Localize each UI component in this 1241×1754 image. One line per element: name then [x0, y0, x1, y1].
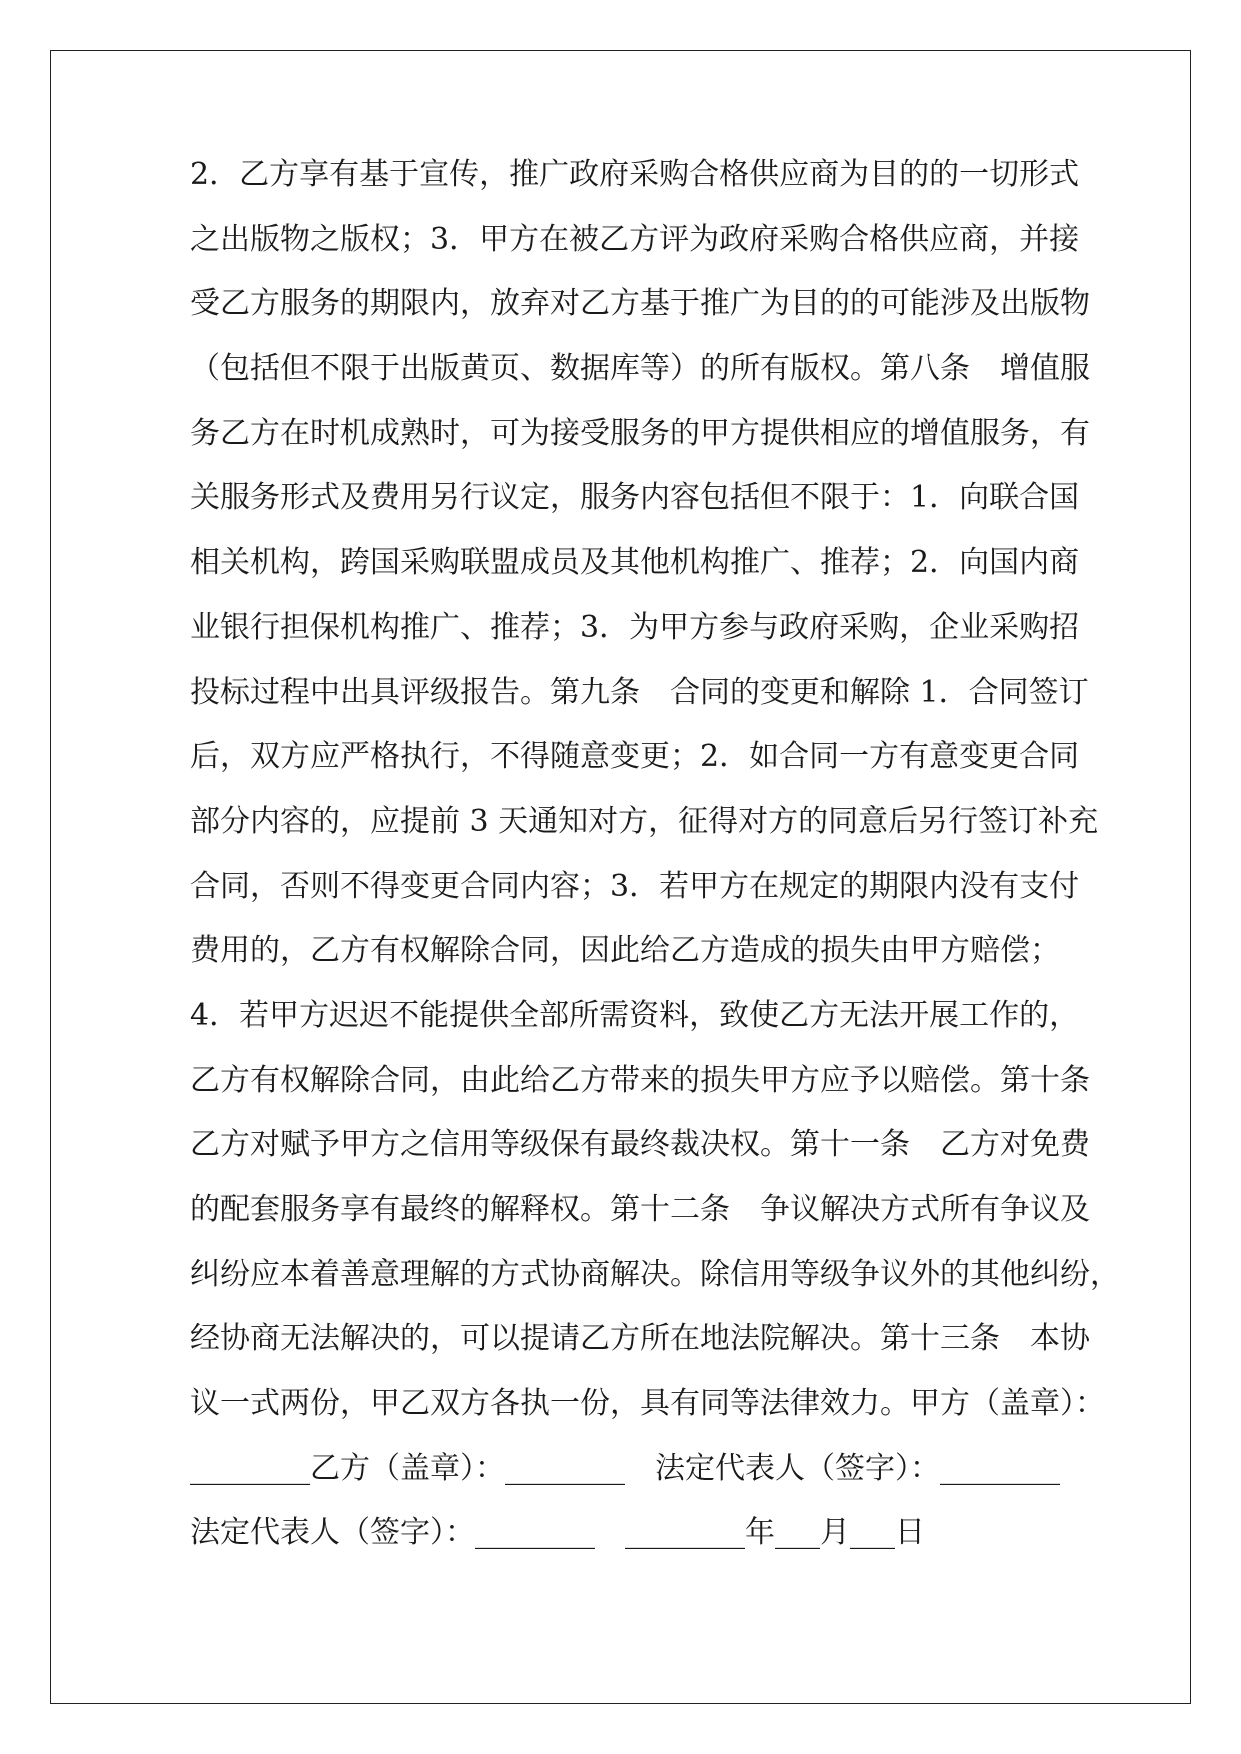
- text-line: 合同，否则不得变更合同内容；3．若甲方在规定的期限内没有支付: [190, 868, 1080, 904]
- text-line: 之出版物之版权；3．甲方在被乙方评为政府采购合格供应商，并接: [190, 221, 1080, 257]
- text-line: 纠纷应本着善意理解的方式协商解决。除信用等级争议外的其他纠纷，: [190, 1256, 1120, 1292]
- text-line: 后，双方应严格执行，不得随意变更；2．如合同一方有意变更合同: [190, 739, 1080, 775]
- text-line: 的配套服务享有最终的解释权。第十二条 争议解决方式所有争议及: [190, 1192, 1090, 1227]
- text-line: 4．若甲方迟迟不能提供全部所需资料，致使乙方无法开展工作的，: [190, 997, 1080, 1033]
- text-line: 部分内容的，应提前 3 天通知对方，征得对方的同意后另行签订补充: [190, 803, 1099, 839]
- text-line: 相关机构，跨国采购联盟成员及其他机构推广、推荐；2．向国内商: [190, 545, 1080, 581]
- text-line: 投标过程中出具评级报告。第九条 合同的变更和解除 1．合同签订: [190, 674, 1089, 710]
- text-line: 费用的，乙方有权解除合同，因此给乙方造成的损失由甲方赔偿；: [190, 933, 1060, 969]
- text-line: 议一式两份，甲乙双方各执一份，具有同等法律效力。甲方（盖章）：: [190, 1386, 1105, 1422]
- text-line: 经协商无法解决的，可以提请乙方所在地法院解决。第十三条 本协: [190, 1321, 1090, 1357]
- signature-line: ________乙方（盖章）：________ 法定代表人（签字）：________: [190, 1450, 1060, 1486]
- text-line: 业银行担保机构推广、推荐；3．为甲方参与政府采购，企业采购招: [190, 609, 1080, 645]
- text-line: （包括但不限于出版黄页、数据库等）的所有版权。第八条 增值服: [190, 351, 1090, 387]
- text-line: 关服务形式及费用另行议定，服务内容包括但不限于：1．向联合国: [190, 480, 1080, 516]
- text-line: 乙方有权解除合同，由此给乙方带来的损失甲方应予以赔偿。第十条: [190, 1062, 1090, 1098]
- text-line: 乙方对赋予甲方之信用等级保有最终裁决权。第十一条 乙方对免费: [190, 1127, 1090, 1163]
- signature-date-line: 法定代表人（签字）：________ ________年___月___日: [190, 1515, 925, 1551]
- text-line: 2．乙方享有基于宣传，推广政府采购合格供应商为目的的一切形式: [190, 157, 1080, 192]
- text-line: 受乙方服务的期限内，放弃对乙方基于推广为目的的可能涉及出版物: [190, 286, 1090, 322]
- text-line: 务乙方在时机成熟时，可为接受服务的甲方提供相应的增值服务，有: [190, 415, 1090, 451]
- contract-text: [190, 157, 1120, 1580]
